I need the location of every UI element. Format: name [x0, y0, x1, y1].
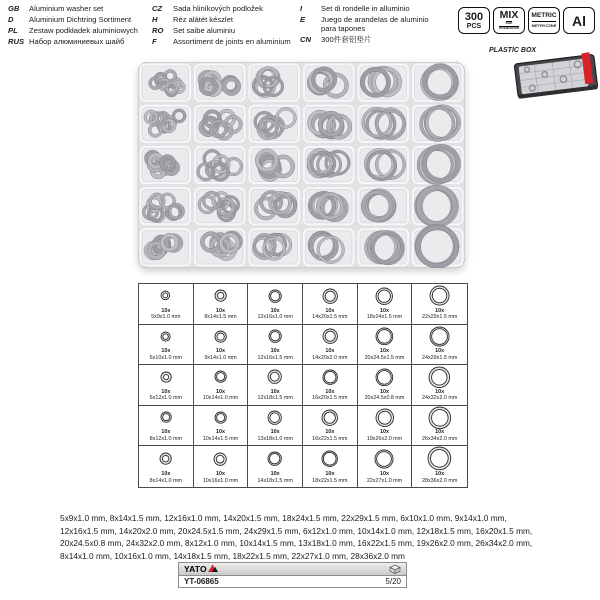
size-label: 19x26x2.0 mm: [366, 435, 403, 442]
badge-subtext: METRYCZNE: [531, 22, 557, 28]
washer-icon: [428, 365, 451, 389]
packing-qty: 5/20: [385, 576, 401, 586]
size-label: 10x14x1.5 mm: [202, 435, 239, 442]
language-row: [8, 38, 150, 47]
washer-icon: [213, 446, 227, 471]
quantity-label: 10x: [325, 348, 335, 355]
size-label: 14x20x2.0 mm: [312, 354, 348, 361]
language-label: Réz alátét készlet: [173, 15, 233, 25]
al-badge: [563, 7, 595, 34]
badge-text: MIX: [499, 9, 519, 22]
size-cell: [358, 406, 413, 447]
quantity-label: 10x: [379, 388, 389, 395]
language-label: Zestaw podkładek aluminiowych: [29, 26, 138, 36]
mix-badge: [493, 7, 525, 34]
language-code: CN: [300, 34, 311, 44]
quantity-label: 10x: [325, 307, 335, 314]
size-cell: [139, 325, 194, 366]
quantity-label: 10x: [325, 471, 335, 478]
size-cell: [194, 284, 249, 325]
quantity-label: 10x: [161, 348, 171, 355]
language-code: F: [152, 37, 157, 47]
size-label: 22x27x1.0 mm: [366, 477, 403, 484]
quantity-label: 10x: [270, 307, 280, 314]
language-code: CZ: [152, 4, 163, 13]
size-label: 18x24x1.5 mm: [366, 314, 403, 321]
product-box-image: [511, 52, 600, 100]
quantity-label: 10x: [325, 388, 335, 395]
washer-icon: [160, 325, 171, 349]
brand-name: YATO: [184, 563, 207, 574]
size-label: 12x16x1.5 mm: [257, 354, 293, 361]
badge-subtext: ROZMIARÓW: [499, 26, 519, 30]
carton-box-icon: [389, 564, 401, 574]
language-code: PL: [8, 26, 18, 36]
washer-icon: [322, 284, 338, 308]
washer-icon: [429, 284, 450, 308]
washer-icon: [214, 284, 227, 308]
size-label: 13x18x1.0 mm: [257, 435, 293, 442]
quantity-label: 10x: [215, 307, 225, 314]
washer-icon: [268, 325, 282, 349]
footer-bar: [178, 562, 407, 588]
language-label: Assortiment de joints en aluminium: [173, 37, 291, 47]
size-label: 16x22x1.5 mm: [312, 435, 348, 442]
size-cell: [303, 406, 358, 447]
language-code: H: [152, 15, 158, 25]
washer-icon: [160, 284, 171, 308]
washer-icon: [375, 365, 394, 389]
language-code: I: [300, 4, 303, 13]
language-code: E: [300, 15, 306, 25]
washer-icon: [322, 325, 338, 349]
language-row: [152, 38, 298, 47]
size-cell: [303, 446, 358, 487]
language-code: GB: [8, 4, 20, 13]
sku: YT-06865: [184, 576, 219, 586]
size-cell: [248, 406, 303, 447]
quantity-label: 10x: [161, 429, 171, 436]
language-code: D: [8, 15, 14, 25]
plastic-box-label: PLASTIC BOX: [489, 47, 537, 54]
brand-logo: [184, 564, 218, 574]
badge-text: Al: [572, 12, 586, 29]
size-cell: [194, 325, 249, 366]
washer-icon: [214, 365, 227, 389]
metric-badge: [528, 7, 560, 34]
language-row: [300, 36, 432, 45]
size-label: 14x20x1.5 mm: [312, 314, 348, 321]
quantity-label: 10x: [161, 307, 171, 314]
size-label: 10x16x1.0 mm: [202, 477, 239, 484]
size-cell: [248, 365, 303, 406]
quantity-label: 10x: [270, 388, 280, 395]
spec-badges: [458, 7, 595, 34]
size-label: 6x12x1.0 mm: [149, 395, 182, 402]
washer-icon: [268, 284, 282, 308]
brand-logo-icon: [208, 564, 218, 573]
language-label: Juego de arandelas de aluminio para tapones: [321, 15, 429, 33]
badge-text: METRIC: [531, 12, 557, 20]
size-label: 20x24.5x0.8 mm: [364, 395, 405, 402]
language-row: [152, 27, 298, 36]
size-label: 10x14x1.0 mm: [202, 395, 239, 402]
size-cell: [139, 406, 194, 447]
size-cell: [248, 446, 303, 487]
language-row: [300, 5, 432, 14]
size-cell: [412, 446, 467, 487]
quantity-label: 10x: [435, 307, 445, 314]
washer-icon: [267, 446, 282, 471]
quantity-label: 10x: [215, 388, 225, 395]
language-row: [152, 16, 298, 25]
quantity-label: 10x: [215, 429, 225, 436]
size-label: 6x10x1.0 mm: [149, 354, 182, 361]
size-label: 24x29x1.5 mm: [421, 354, 458, 361]
quantity-label: 10x: [379, 429, 389, 436]
language-row: [8, 16, 150, 25]
language-label: Aluminium Dichtring Sortiment: [29, 15, 132, 25]
language-list-middle: [152, 5, 298, 49]
footer-header: [179, 563, 406, 576]
size-label: 8x14x1.0 mm: [149, 477, 182, 484]
size-table: [138, 283, 468, 488]
pcs-badge: [458, 7, 490, 34]
quantity-label: 10x: [270, 471, 280, 478]
product-photo: [138, 62, 465, 268]
quantity-label: 10x: [379, 348, 389, 355]
language-label: Set di rondelle in alluminio: [321, 4, 410, 13]
language-code: RO: [152, 26, 164, 36]
footer-values: [179, 576, 406, 588]
size-cell: [248, 284, 303, 325]
size-label: 22x29x1.5 mm: [421, 314, 458, 321]
washer-icon: [321, 406, 338, 430]
size-cell: [358, 325, 413, 366]
quantity-label: 10x: [161, 471, 171, 478]
size-label: 5x9x1.0 mm: [151, 314, 181, 321]
washer-icon: [374, 446, 394, 471]
product-box-thumbnail: [511, 52, 600, 105]
quantity-label: 10x: [270, 348, 280, 355]
washer-icon: [160, 365, 172, 389]
quantity-label: 10x: [435, 388, 445, 395]
size-cell: [194, 406, 249, 447]
language-code: RUS: [8, 37, 25, 47]
size-cell: [412, 406, 467, 447]
language-row: [8, 27, 150, 36]
quantity-label: 10x: [215, 348, 225, 355]
washer-icon: [375, 284, 393, 308]
language-row: [8, 5, 150, 14]
washer-icon: [375, 406, 395, 430]
size-cell: [358, 284, 413, 325]
size-cell: [139, 446, 194, 487]
size-label: 12x16x1.0 mm: [257, 314, 293, 321]
quantity-label: 10x: [435, 471, 445, 478]
washer-icon: [160, 406, 172, 430]
badge-subtext: PCS: [466, 22, 482, 30]
language-list-right: [300, 5, 432, 47]
badge-text: 300: [464, 10, 484, 23]
language-list-left: [8, 5, 150, 49]
size-cell: [358, 446, 413, 487]
size-cell: [303, 325, 358, 366]
washer-icon: [214, 406, 227, 430]
size-label: 28x36x2.0 mm: [421, 477, 458, 484]
size-cell: [358, 365, 413, 406]
language-row: [152, 5, 298, 14]
size-cell: [248, 325, 303, 366]
washer-icon: [322, 365, 338, 389]
quantity-label: 10x: [435, 348, 445, 355]
language-row: [300, 16, 432, 33]
language-label: 300件套铝垫片: [321, 34, 372, 44]
size-label: 18x22x1.5 mm: [312, 477, 348, 484]
quantity-label: 10x: [161, 388, 171, 395]
size-label: 12x18x1.5 mm: [257, 395, 293, 402]
size-label: 8x12x1.0 mm: [149, 435, 182, 442]
washer-icon: [427, 446, 452, 471]
washer-icon: [375, 325, 394, 349]
size-label: 14x18x1.5 mm: [257, 477, 293, 484]
language-label: Set saibe aluminiu: [173, 26, 236, 36]
quantity-label: 10x: [325, 429, 335, 436]
washer-icon: [321, 446, 338, 471]
size-label: 8x14x1.5 mm: [204, 314, 237, 321]
language-label: Sada hliníkových podložek: [173, 4, 263, 13]
size-cell: [412, 284, 467, 325]
size-label: 24x32x2.0 mm: [421, 395, 458, 402]
quantity-label: 10x: [379, 471, 389, 478]
size-label: 20x24.5x1.5 mm: [364, 354, 405, 361]
quantity-label: 10x: [435, 429, 445, 436]
size-cell: [412, 325, 467, 366]
quantity-label: 10x: [270, 429, 280, 436]
size-cell: [303, 284, 358, 325]
quantity-label: 10x: [215, 471, 225, 478]
language-label: Набор алюминиевых шайб: [29, 37, 125, 47]
quantity-label: 10x: [379, 307, 389, 314]
language-label: Aluminium washer set: [29, 4, 104, 13]
washer-icon: [267, 365, 282, 389]
size-cell: [139, 284, 194, 325]
washer-icon: [159, 446, 172, 471]
size-cell: [412, 365, 467, 406]
washer-icon: [429, 325, 450, 349]
size-label: 16x20x1.5 mm: [312, 395, 348, 402]
size-cell: [303, 365, 358, 406]
size-label: 26x34x2.0 mm: [421, 435, 458, 442]
size-cell: [139, 365, 194, 406]
washer-icon: [428, 406, 452, 430]
badge-subtext: SIZE: [505, 21, 513, 26]
size-cell: [194, 446, 249, 487]
washer-icon: [267, 406, 282, 430]
size-label: 9x14x1.0 mm: [204, 354, 237, 361]
washer-icon: [214, 325, 227, 349]
size-list-text: 5x9x1.0 mm, 8x14x1.5 mm, 12x16x1.0 mm, 14x20x1.5 mm, 18x24x1.5 mm, 22x29x1.5 mm, 6x10x1.0 mm, 9x14x1.0 mm, 12x16x1.5 mm, 14x20x2.0 mm, 20x24.5x1.5 mm, 24x29x1.5 mm, 6x12x1.0 mm, 10x14x1.0 mm, 12x18x1.5 mm, 16x20x1.5 mm, 20x24.5x0.8 mm, 24x32x2.0 mm, 8x12x1.0 mm, 10x14x1.5 mm, 13x18x1.0 mm, 16x22x1.5 mm, 19x26x2.0 mm, 26x34x2.0 mm, 8x14x1.0 mm, 10x16x1.0 mm, 14x18x1.5 mm, 18x22x1.5 mm, 22x27x1.0 mm, 28x36x2.0 mm: [60, 513, 533, 561]
size-cell: [194, 365, 249, 406]
